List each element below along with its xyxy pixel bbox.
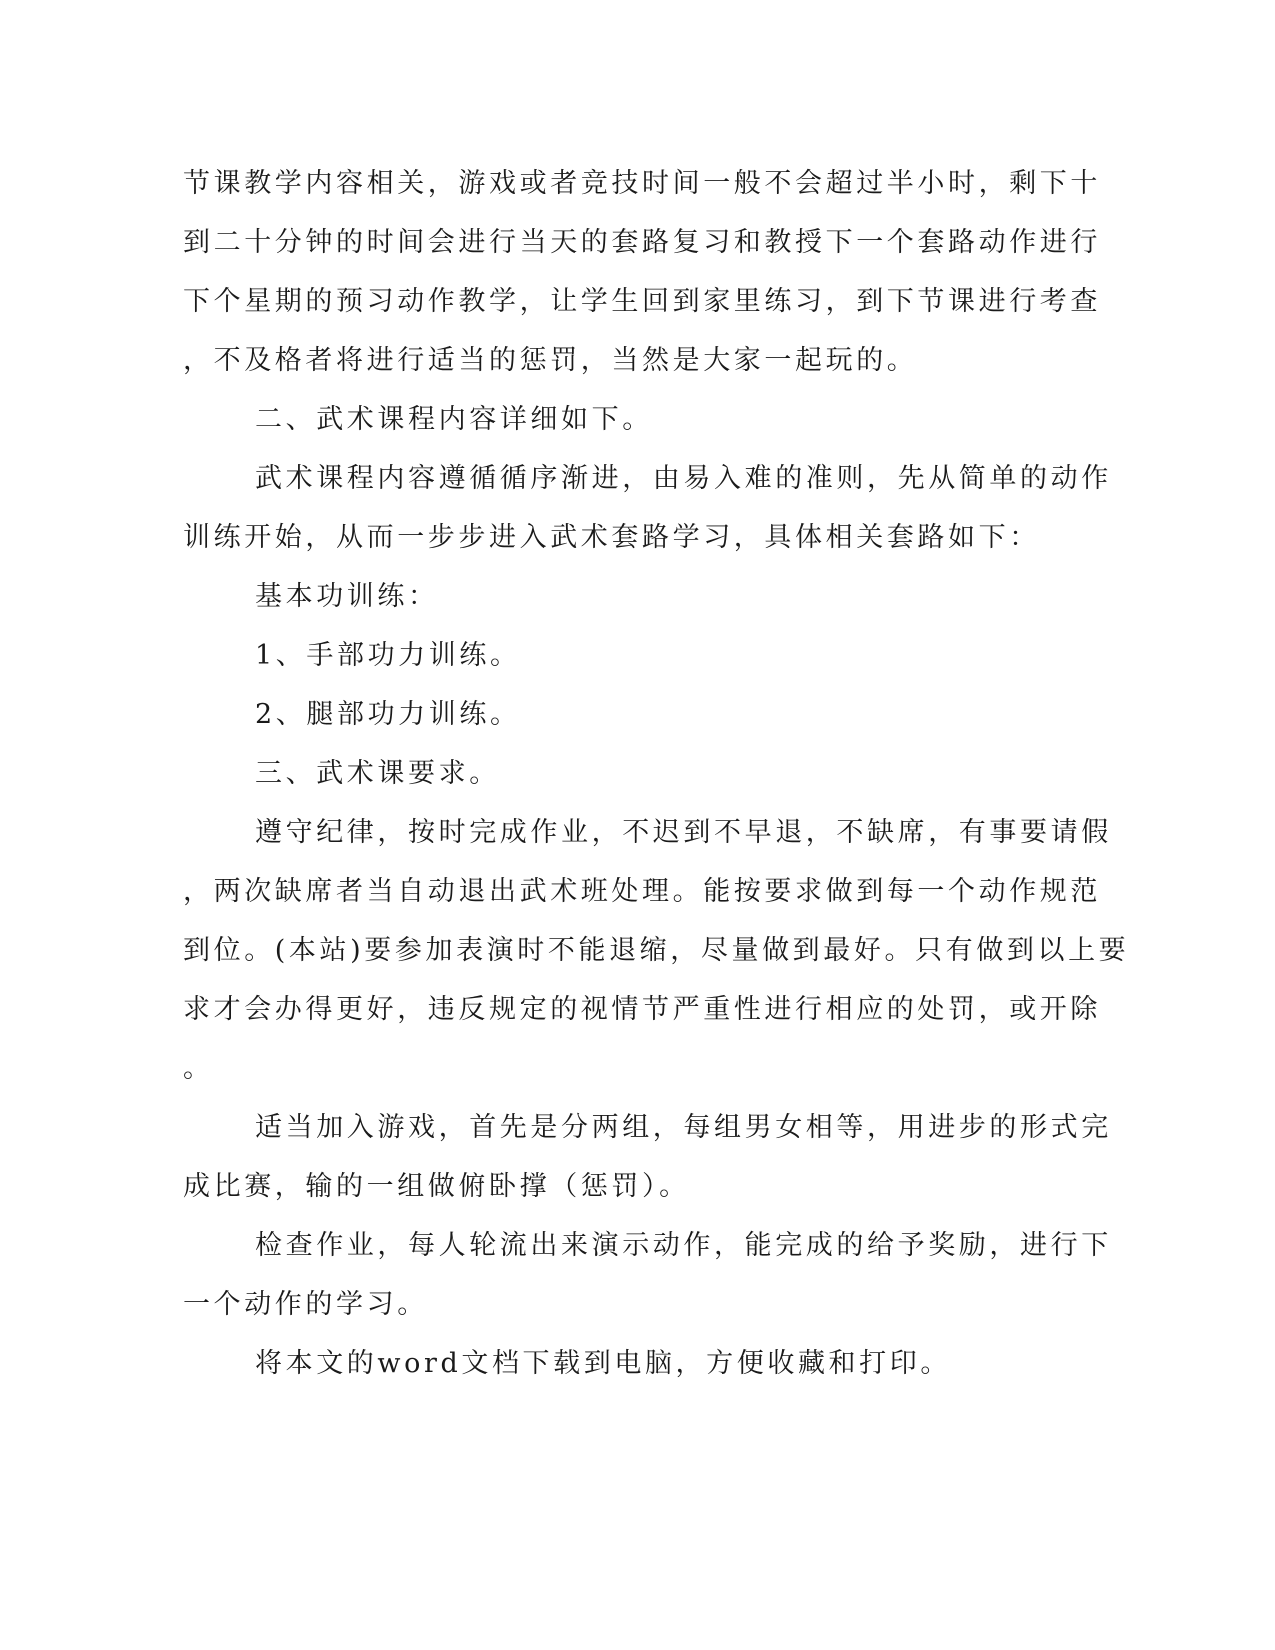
section-heading-3: 三、武术课要求。 bbox=[255, 758, 500, 789]
section-heading-2: 二、武术课程内容详细如下。 bbox=[255, 404, 653, 435]
text-line: 成比赛，输的一组做俯卧撑（惩罚）。 bbox=[183, 1171, 690, 1202]
text-line: 一个动作的学习。 bbox=[183, 1289, 428, 1320]
download-note: 将本文的word文档下载到电脑，方便收藏和打印。 bbox=[255, 1348, 951, 1379]
text-line: 到二十分钟的时间会进行当天的套路复习和教授下一个套路动作进行 bbox=[183, 227, 1101, 258]
text-line: 下个星期的预习动作教学，让学生回到家里练习，到下节课进行考查 bbox=[183, 286, 1101, 317]
text-line: 训练开始，从而一步步进入武术套路学习，具体相关套路如下： bbox=[183, 522, 1040, 553]
text-line: ，不及格者将进行适当的惩罚，当然是大家一起玩的。 bbox=[183, 345, 918, 376]
text-line: 检查作业，每人轮流出来演示动作，能完成的给予奖励，进行下 bbox=[255, 1230, 1112, 1261]
document-body bbox=[183, 154, 1130, 1393]
list-item: 2、腿部功力训练。 bbox=[255, 699, 521, 730]
text-line: 求才会办得更好，违反规定的视情节严重性进行相应的处罚，或开除 bbox=[183, 994, 1101, 1025]
subheading-basic-training: 基本功训练： bbox=[255, 581, 439, 612]
text-line: 。 bbox=[183, 1053, 214, 1084]
text-line: 遵守纪律，按时完成作业，不迟到不早退，不缺席，有事要请假 bbox=[255, 817, 1112, 848]
text-line: 节课教学内容相关，游戏或者竞技时间一般不会超过半小时，剩下十 bbox=[183, 168, 1101, 199]
text-line: 到位。(本站)要参加表演时不能退缩，尽量做到最好。只有做到以上要 bbox=[183, 935, 1130, 966]
text-line: ，两次缺席者当自动退出武术班处理。能按要求做到每一个动作规范 bbox=[183, 876, 1101, 907]
text-line: 武术课程内容遵循循序渐进，由易入难的准则，先从简单的动作 bbox=[255, 463, 1112, 494]
list-item: 1、手部功力训练。 bbox=[255, 640, 521, 671]
text-line: 适当加入游戏，首先是分两组，每组男女相等，用进步的形式完 bbox=[255, 1112, 1112, 1143]
